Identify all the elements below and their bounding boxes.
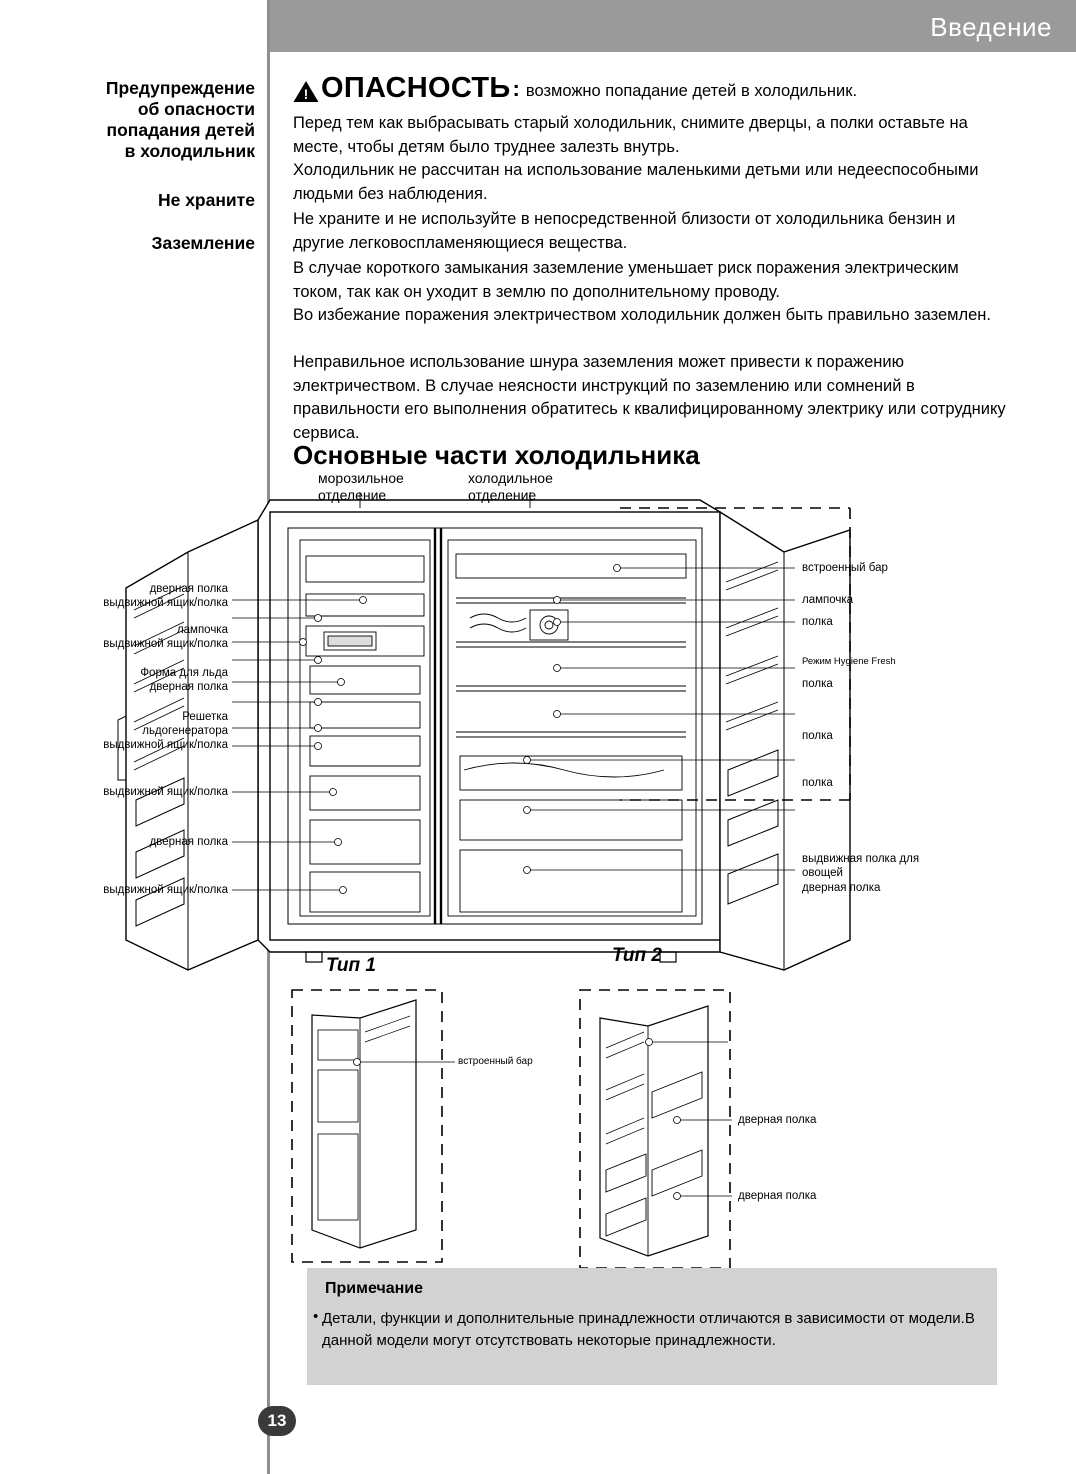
danger-word: ОПАСНОСТЬ xyxy=(321,72,511,104)
label-drawer-shelf-2: выдвижной ящик/полка xyxy=(103,786,228,798)
label-freezer-compartment-line1: морозильное xyxy=(318,470,404,486)
danger-colon: : xyxy=(512,76,520,101)
label-vegetable-drawer: выдвижная полка для овощей xyxy=(802,853,920,879)
paragraph-6: Неправильное использование шнура заземления может привести к поражению электричеством. В случае неясности инструкций по заземлению или сомнений в правильности его выполнения обратитесь к квалифицированному электрику или сотруднику сервиса. xyxy=(293,353,1006,442)
label-lamp: лампочка xyxy=(802,594,854,606)
paragraph-3: Не храните и не используйте в непосредственной близости от холодильника бензин и другие легковоспламеняющиеся вещества. xyxy=(293,210,956,252)
label-hygiene-fresh: Режим Hygiene Fresh xyxy=(802,656,896,667)
paragraph-5: Во избежание поражения электричеством холодильник должен быть правильно заземлен. xyxy=(293,306,991,324)
label-type2-door-shelf-2: дверная полка xyxy=(738,1190,817,1202)
label-lamp-drawer: лампочка выдвижной ящик/полка xyxy=(103,624,228,650)
label-type-1: Тип 1 xyxy=(326,955,376,976)
paragraph-2: Холодильник не рассчитан на использование маленькими детьми или недееспособными людьми без наблюдения. xyxy=(293,161,979,203)
sidebar-item-grounding: Заземление xyxy=(151,233,255,253)
label-door-shelf-1: дверная полка выдвижной ящик/полка xyxy=(103,583,228,609)
label-freezer-compartment xyxy=(318,470,404,504)
sidebar-title-line-2: об опасности xyxy=(137,99,255,119)
label-fridge-compartment-line1: холодильное xyxy=(468,470,553,486)
sidebar xyxy=(40,78,255,254)
label-door-shelf-3: дверная полка xyxy=(802,882,881,894)
note-title: Примечание xyxy=(325,1280,424,1297)
section-title: Основные части холодильника xyxy=(293,440,700,470)
label-shelf-3: полка xyxy=(802,730,833,742)
label-home-bar: встроенный бар xyxy=(802,562,888,574)
label-freezer-compartment-line2: отделение xyxy=(318,487,387,503)
note-text: Детали, функции и дополнительные принадлежности отличаются в зависимости от модели.В данной модели могут отсутствовать некоторые принадлежности. xyxy=(322,1310,975,1349)
label-shelf-1: полка xyxy=(802,616,833,628)
note-bullet: • xyxy=(313,1308,319,1325)
label-ice-maker-grid: Решетка льдогенератора выдвижной ящик/полка xyxy=(103,711,228,751)
sidebar-title-line-4: в холодильник xyxy=(124,141,255,161)
page-number: 13 xyxy=(258,1406,296,1436)
page-title: Введение xyxy=(930,12,1052,42)
paragraph-4: В случае короткого замыкания заземление уменьшает риск поражения электрическим током, так как он уходит в землю по дополнительному проводу. xyxy=(293,259,959,301)
paragraph-1: Перед тем как выбрасывать старый холодильник, снимите дверцы, а полки оставьте на месте, чтобы детям было труднее залезть внутрь. xyxy=(293,114,968,156)
warning-triangle-icon xyxy=(293,80,319,103)
label-type-2: Тип 2 xyxy=(612,945,662,966)
label-drawer-shelf-3: выдвижной ящик/полка xyxy=(103,884,228,896)
label-shelf-2: полка xyxy=(802,678,833,690)
danger-heading xyxy=(293,74,857,103)
label-type2-door-shelf-1: дверная полка xyxy=(738,1114,817,1126)
danger-tail-text: возможно попадание детей в холодильник. xyxy=(525,82,858,100)
sidebar-title-line-3: попадания детей xyxy=(106,120,255,140)
label-shelf-4: полка xyxy=(802,777,833,789)
sidebar-title xyxy=(40,78,255,162)
sidebar-item-storage: Не храните xyxy=(157,190,255,210)
label-type1-home-bar: встроенный бар xyxy=(458,1056,533,1067)
label-fridge-compartment xyxy=(468,470,553,504)
label-fridge-compartment-line2: отделение xyxy=(468,487,537,503)
svg-text:!: ! xyxy=(303,86,309,102)
label-ice-tray: Форма для льда дверная полка xyxy=(140,667,228,693)
sidebar-title-line-1: Предупреждение xyxy=(105,78,255,98)
label-door-shelf-2: дверная полка xyxy=(149,836,228,848)
